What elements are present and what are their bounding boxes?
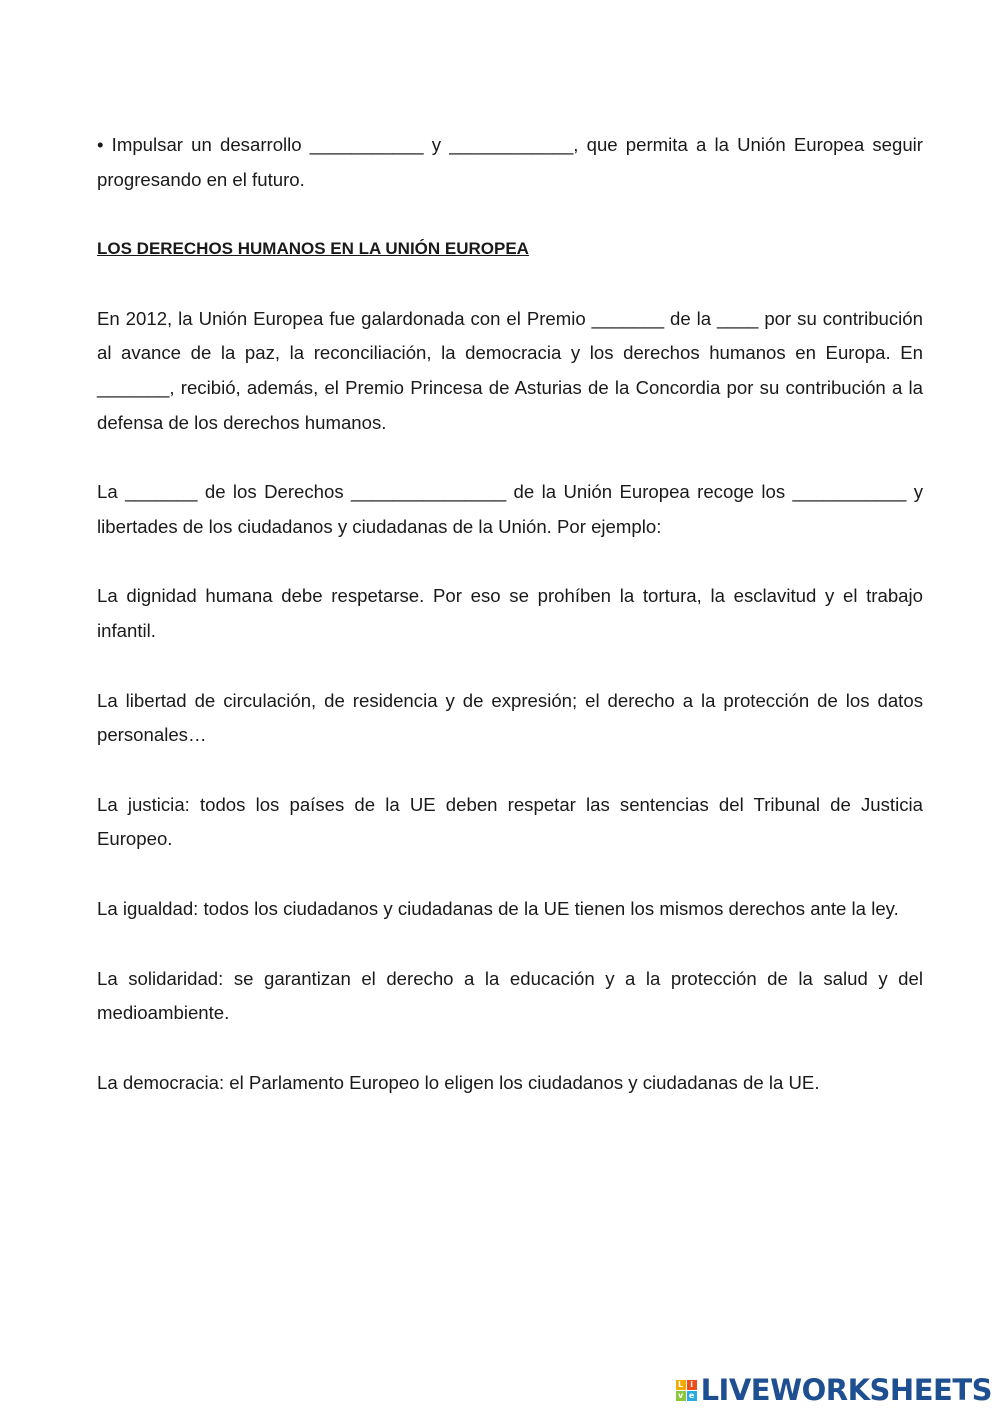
liveworksheets-logo-icon (676, 1380, 697, 1401)
paragraph-solidarity: La solidaridad: se garantizan el derecho a la educación y a la protección de la salud y del medioambiente. (97, 967, 923, 1024)
logo-letter: v (676, 1391, 686, 1401)
worksheet-page (97, 128, 923, 1100)
brand-wordmark: LIVEWORKSHEETS (700, 1373, 992, 1407)
paragraph-equality: La igualdad: todos los ciudadanos y ciudadanas de la UE tienen los mismos derechos ante la ley. (97, 897, 899, 919)
paragraph-justice: La justicia: todos los países de la UE deben respetar las sentencias del Tribunal de Justicia Europeo. (97, 793, 923, 850)
logo-letter: L (676, 1380, 686, 1390)
paragraph-charter: La _______ de los Derechos _______________ de la Unión Europea recoge los ___________ y libertades de los ciudadanos y ciudadanas de la Unión. Por ejemplo: (97, 481, 923, 537)
paragraph-development: • Impulsar un desarrollo ___________ y ____________, que permita a la Unión Europea seguir progresando en el futuro. (97, 134, 923, 190)
paragraph-democracy: La democracia: el Parlamento Europeo lo eligen los ciudadanos y ciudadanas de la UE. (97, 1071, 820, 1093)
liveworksheets-brand (676, 1373, 992, 1407)
logo-letter: i (687, 1380, 697, 1390)
section-heading: LOS DERECHOS HUMANOS EN LA UNIÓN EUROPEA (97, 239, 529, 259)
paragraph-nobel-prize: En 2012, la Unión Europea fue galardonada con el Premio _______ de la ____ por su contribución al avance de la paz, la reconciliación, la democracia y los derechos humanos en Europa. En _______, recibió, además, el Premio Princesa de Asturias de la Concordia por su contribución a la defensa de los derechos humanos. (97, 307, 923, 433)
paragraph-dignity: La dignidad humana debe respetarse. Por eso se prohíben la tortura, la esclavitud y el trabajo infantil. (97, 585, 923, 641)
logo-letter: e (687, 1391, 697, 1401)
paragraph-freedom: La libertad de circulación, de residencia y de expresión; el derecho a la protección de los datos personales… (97, 689, 923, 746)
